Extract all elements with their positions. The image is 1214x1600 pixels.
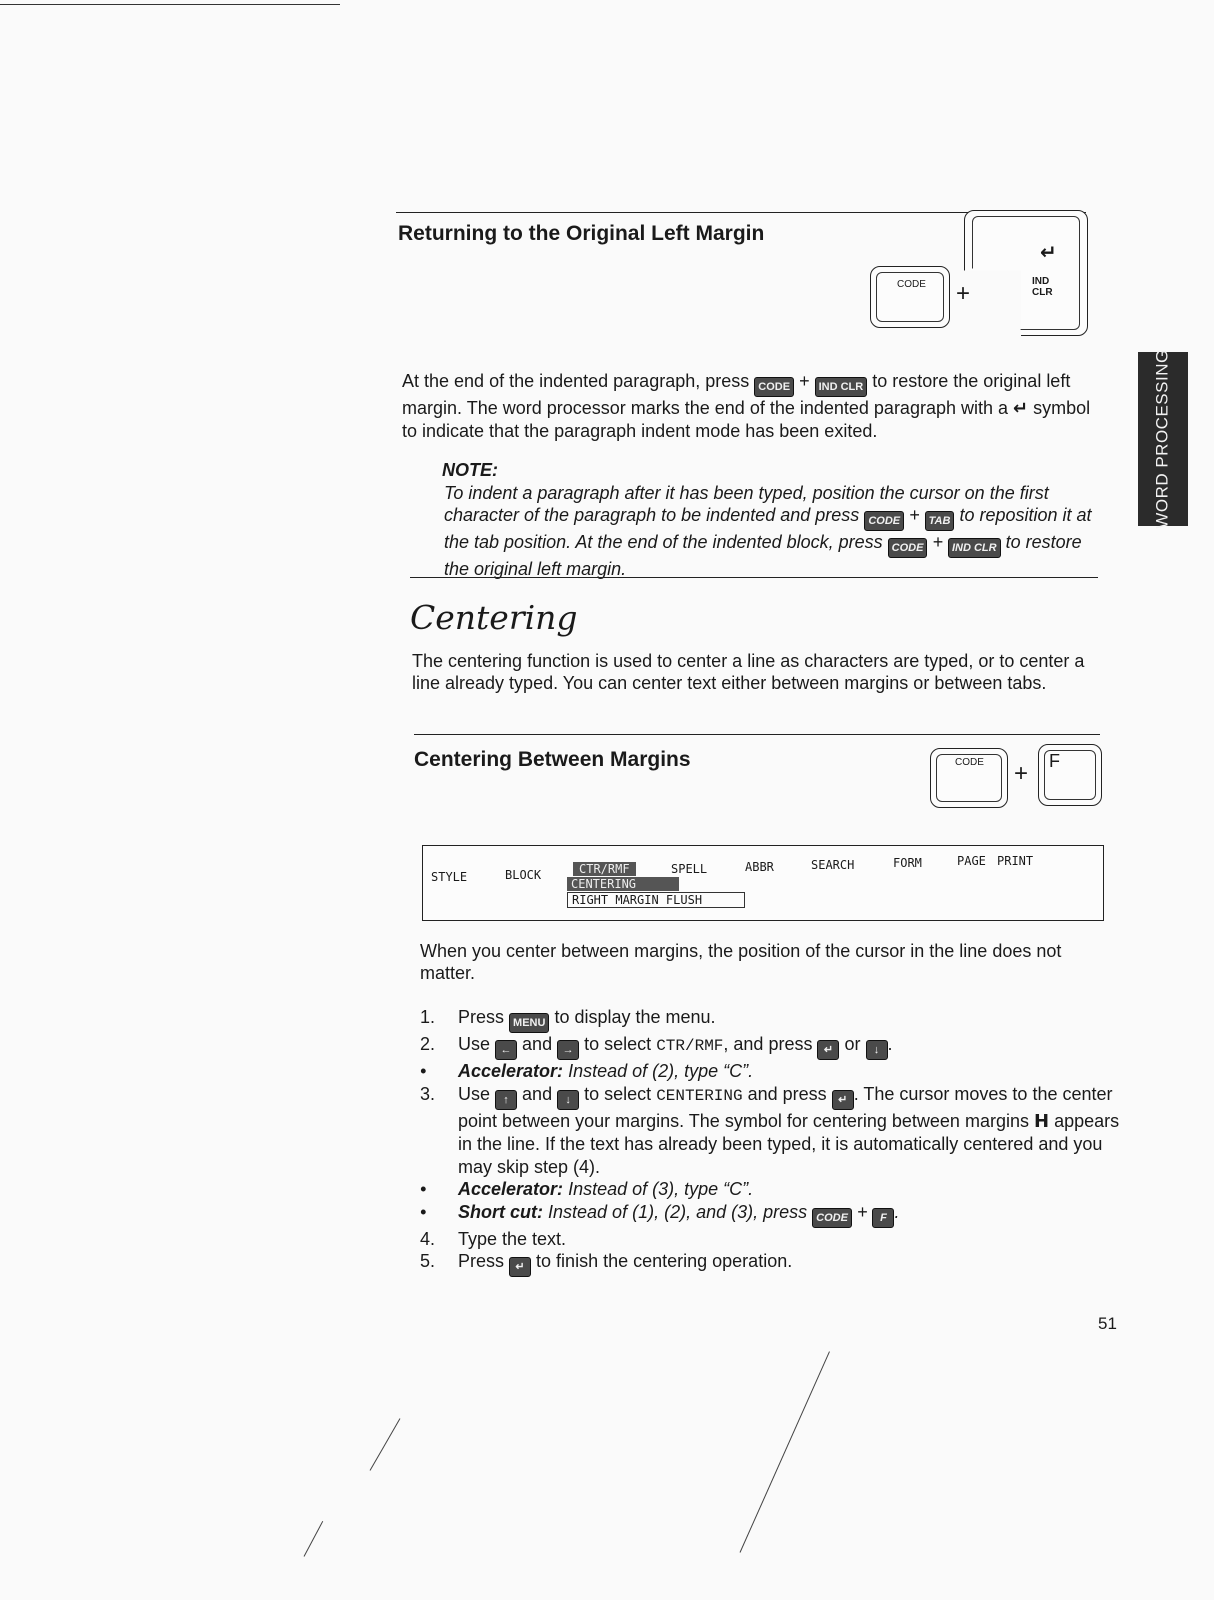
step-1: 1. Press MENU to display the menu. xyxy=(420,1006,1120,1033)
down-arrow-key-inline: ↓ xyxy=(557,1090,579,1110)
plus-sign: + xyxy=(956,280,971,307)
return-arrow-icon: ↵ xyxy=(1040,242,1057,264)
menu-item-style: STYLE xyxy=(431,870,468,884)
menu-item-form: FORM xyxy=(893,856,922,870)
accelerator-1: • Accelerator: Instead of (2), type “C”. xyxy=(420,1061,754,1081)
pencil-mark xyxy=(740,1351,830,1552)
code-key-inline: CODE xyxy=(864,511,904,531)
code-key-label: CODE xyxy=(897,279,926,290)
subheading-centering-between-margins: Centering Between Margins xyxy=(414,748,691,771)
option-right-margin-flush: RIGHT MARGIN FLUSH xyxy=(567,892,745,908)
f-key-label: F xyxy=(1049,751,1060,771)
menu-item-print: PRINT xyxy=(997,854,1034,868)
section-side-tab xyxy=(1138,349,1188,529)
menu-item-ctr-rmf: CTR/RMF xyxy=(573,862,636,876)
section-title-centering: Centering xyxy=(410,598,578,637)
f-key-inline: F xyxy=(872,1208,894,1228)
menu-item-page: PAGE xyxy=(957,854,986,868)
rule-centering xyxy=(410,577,1098,578)
code-key-label: CODE xyxy=(955,757,984,768)
side-tab-label: WORD PROCESSING xyxy=(1153,349,1172,529)
rule-between-margins xyxy=(414,734,1100,735)
top-edge-line xyxy=(0,4,340,5)
return-key-inline: ↵ xyxy=(832,1090,854,1110)
indent-end-symbol: ↵ xyxy=(1013,398,1029,419)
para-cursor-position: When you center between margins, the position of the cursor in the line does not matter. xyxy=(420,941,1062,983)
down-arrow-key-inline: ↓ xyxy=(866,1040,888,1060)
up-arrow-key-inline: ↑ xyxy=(495,1090,517,1110)
accelerator-2: • Accelerator: Instead of (3), type “C”. xyxy=(420,1179,754,1199)
code-key-inline: CODE xyxy=(888,538,928,558)
menu-item-block: BLOCK xyxy=(505,868,542,882)
ctr-rmf-dropdown xyxy=(567,877,745,908)
menu-item-spell: SPELL xyxy=(671,862,708,876)
code-key-inline: CODE xyxy=(754,377,794,397)
return-key-inline: ↵ xyxy=(817,1040,839,1060)
tab-key-inline: TAB xyxy=(925,511,955,531)
step-3: 3. Use ↑ and ↓ to select CENTERING and press ↵ . The cursor moves to the center point between your margins. The symbol for centering between margins H appears in the line. If the text has already been typed, it is automatically centered and you may skip step (4). xyxy=(420,1083,1120,1177)
ind-clr-key-inline: IND CLR xyxy=(815,377,868,397)
f-key-icon xyxy=(1038,744,1102,806)
code-key-inline: CODE xyxy=(812,1208,852,1228)
pencil-mark xyxy=(304,1521,324,1557)
menu-bar-screenshot xyxy=(422,845,1104,921)
option-centering: CENTERING xyxy=(567,877,679,891)
pencil-mark xyxy=(370,1418,401,1470)
menu-item-search: SEARCH xyxy=(811,858,855,872)
para-restore-margin: At the end of the indented paragraph, press CODE + IND CLR to restore the original left margin. The word processor marks the end of the indented paragraph with a ↵ symbol to indicate that the paragraph indent mode has been exited. xyxy=(402,371,1091,441)
ind-clr-key-label: IND CLR xyxy=(1032,276,1053,298)
note-text: To indent a paragraph after it has been typed, position the cursor on the first character of the paragraph to be indented and press CODE + TAB to reposition it at the tab position. At the end of the indented block, press CODE + IND CLR to restore the original left margin. xyxy=(444,483,1092,579)
short-cut: • Short cut: Instead of (1), (2), and (3), press CODE + F . xyxy=(420,1201,1120,1228)
step-4: 4. Type the text. xyxy=(420,1228,567,1249)
code-key-icon xyxy=(870,266,950,328)
plus-sign: + xyxy=(1014,760,1029,787)
page-number: 51 xyxy=(1098,1314,1117,1333)
right-arrow-key-inline: → xyxy=(557,1040,579,1060)
step-5: 5. Press ↵ to finish the centering operation. xyxy=(420,1250,1120,1277)
code-key-icon xyxy=(930,748,1008,808)
center-margins-symbol: H xyxy=(1033,1110,1050,1132)
step-2: 2. Use ← and → to select CTR/RMF, and press ↵ or ↓ . xyxy=(420,1033,1120,1060)
note-heading: NOTE: xyxy=(442,460,498,480)
menu-key-inline: MENU xyxy=(509,1013,549,1033)
centering-steps xyxy=(420,1006,1120,1277)
ind-clr-key-inline: IND CLR xyxy=(948,538,1001,558)
return-key-inline: ↵ xyxy=(509,1257,531,1277)
left-arrow-key-inline: ← xyxy=(495,1040,517,1060)
menu-item-abbr: ABBR xyxy=(745,860,774,874)
centering-intro: The centering function is used to center a line as characters are typed, or to center a line already typed. You can center text either between margins or between tabs. xyxy=(412,651,1085,693)
subheading-returning: Returning to the Original Left Margin xyxy=(398,222,765,245)
